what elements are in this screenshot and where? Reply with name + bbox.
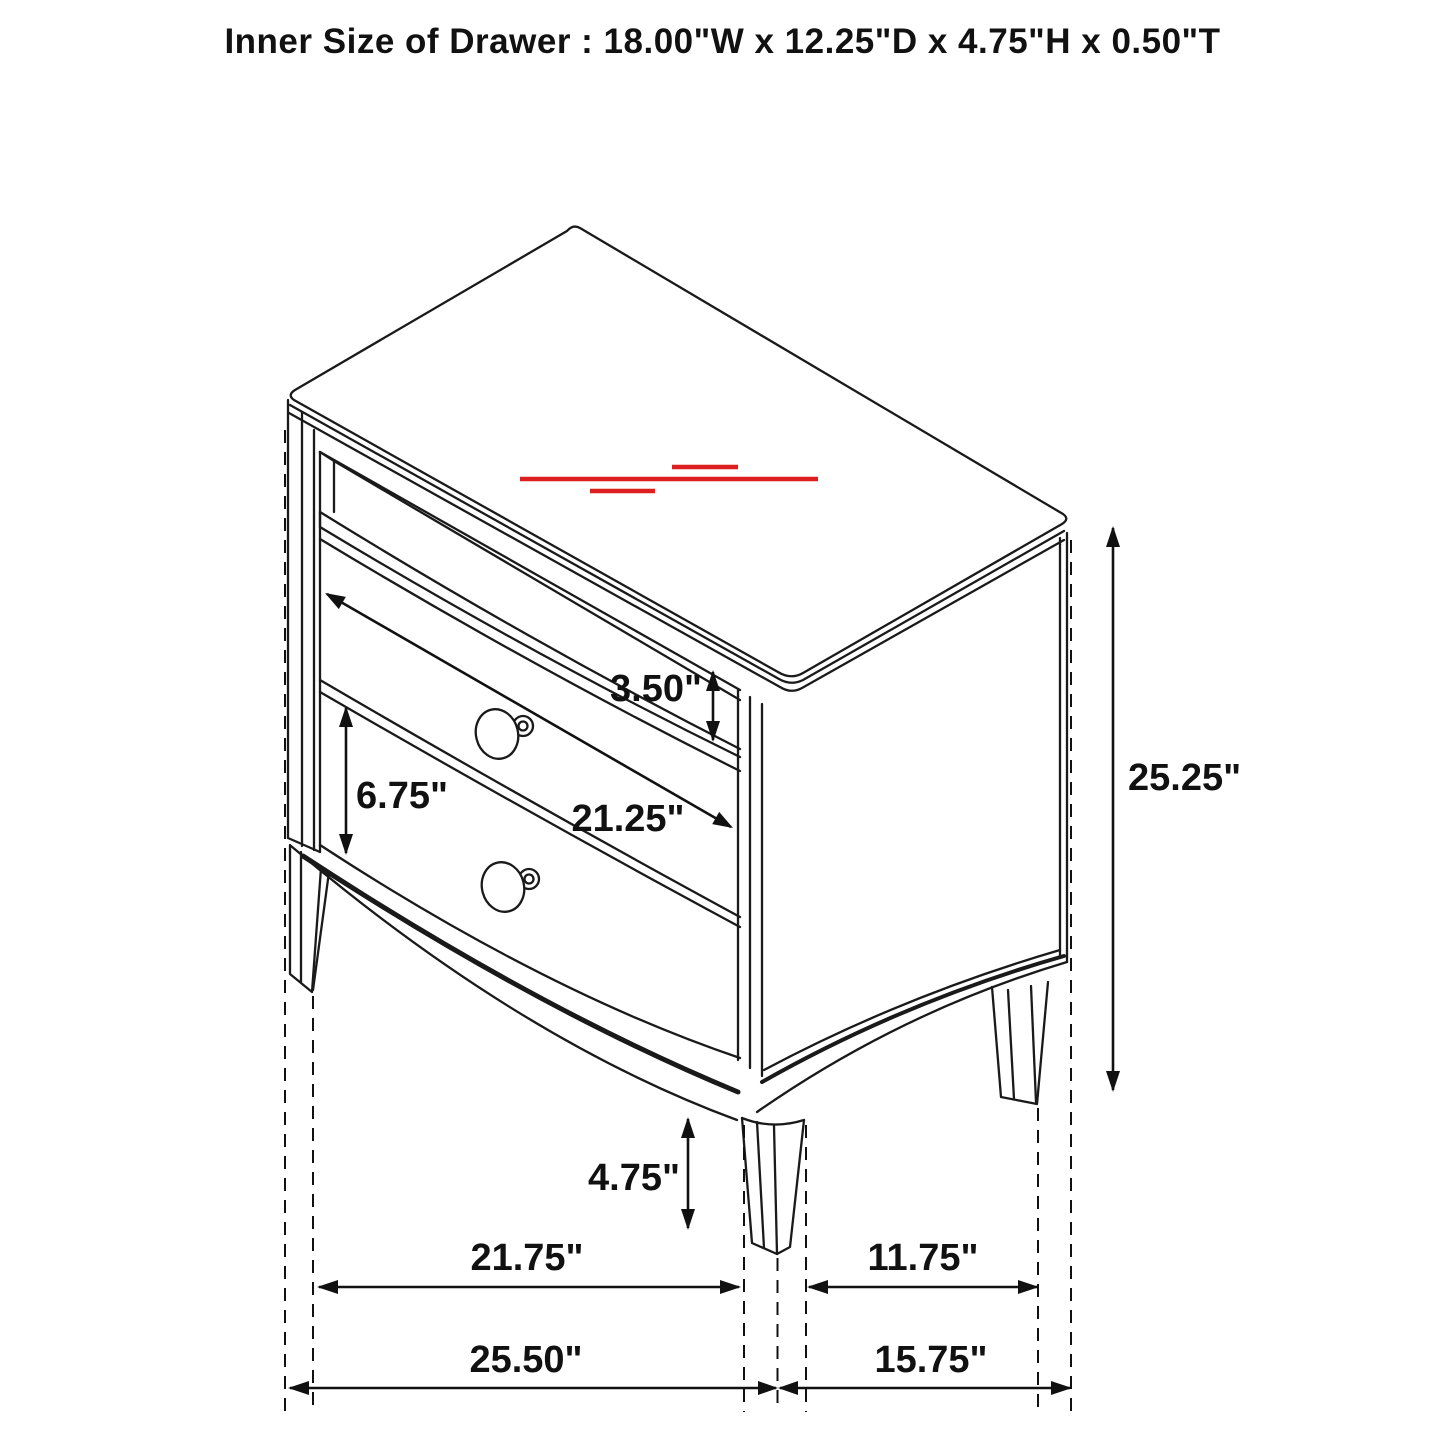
- dim-lower-drawer: [339, 706, 353, 855]
- label-overall-depth: 15.75": [874, 1339, 988, 1381]
- front-center-leg: [742, 1118, 804, 1254]
- dim-overall-depth: [778, 1381, 1072, 1395]
- drawer2-knob-face: [477, 858, 530, 917]
- right-back-leg-accent: [1008, 990, 1014, 1099]
- label-front-leg-span: 21.75": [470, 1237, 584, 1279]
- label-lower-drawer: 6.75": [356, 775, 448, 817]
- label-overall-height: 25.25": [1128, 757, 1242, 799]
- nightstand-drawing: [288, 227, 1067, 1254]
- shelf-interior-corner: [320, 452, 334, 512]
- dim-side-leg-span: [807, 1280, 1039, 1294]
- drawer2-knob-stem-inner: [525, 875, 534, 884]
- front-center-leg-accent: [757, 1122, 764, 1248]
- dim-front-leg-span: [317, 1280, 741, 1294]
- front-center-leg-ridge: [774, 1126, 777, 1254]
- right-back-leg: [992, 982, 1048, 1104]
- drawer1-knob: [471, 705, 533, 764]
- label-side-leg-span: 11.75": [867, 1237, 979, 1279]
- label-leg-height: 4.75": [588, 1157, 680, 1199]
- page-title: Inner Size of Drawer : 18.00"W x 12.25"D x 4.75"H x 0.50"T: [224, 22, 1221, 61]
- left-side-bottom-edge: [288, 838, 320, 852]
- label-shelf-opening: 3.50": [610, 668, 702, 710]
- label-drawer-width: 21.25": [571, 798, 685, 840]
- dim-leg-height: [681, 1117, 695, 1230]
- drawer1-knob-face: [471, 705, 524, 764]
- dim-overall-height: [1106, 526, 1120, 1092]
- right-back-leg-taper: [1031, 986, 1036, 1102]
- dimension-arrows: [288, 526, 1120, 1395]
- top-surface: [291, 227, 1067, 677]
- dim-overall-width: [288, 1381, 778, 1395]
- drawer1-knob-stem-inner: [519, 722, 528, 731]
- label-overall-width: 25.50": [469, 1339, 583, 1381]
- drawer2-knob: [477, 858, 539, 917]
- right-apron-dark-band: [762, 956, 1064, 1082]
- front-center-leg-top: [742, 1118, 804, 1125]
- dimension-labels: [356, 668, 1241, 1381]
- right-apron-bottom: [757, 962, 1067, 1112]
